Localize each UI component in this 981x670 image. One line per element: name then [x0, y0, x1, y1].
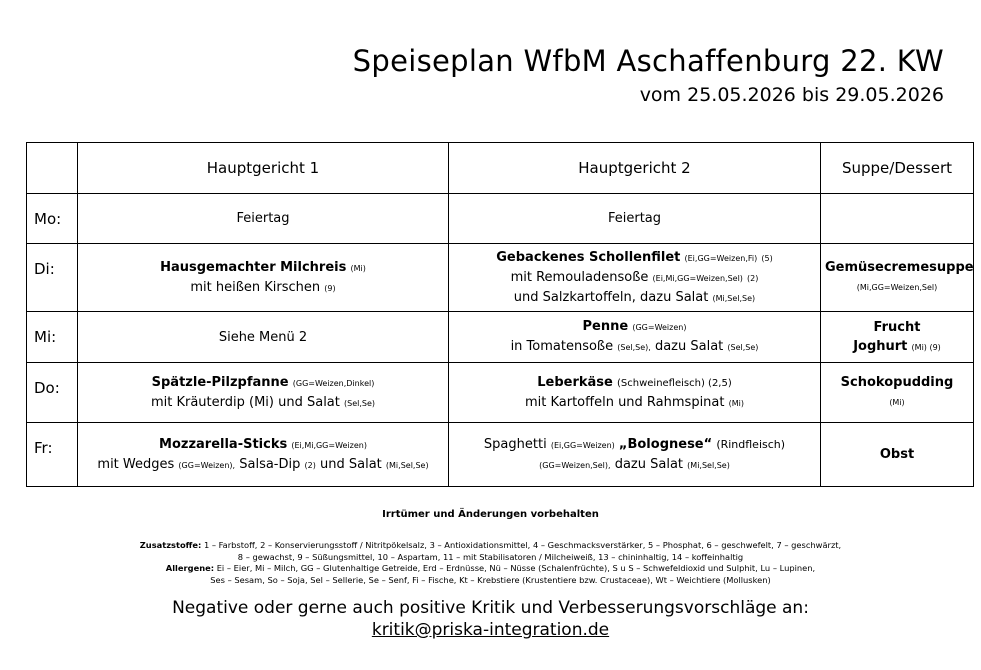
additive-codes: (5): [761, 253, 773, 263]
friday-dessert: [821, 423, 974, 487]
side-dish: mit Kartoffeln und Rahmspinat: [524, 394, 725, 410]
side-dish: mit heißen Kirschen: [190, 279, 321, 295]
day-label: Mo:: [27, 194, 78, 244]
dish-name: Leberkäse: [537, 374, 613, 390]
side-dish: mit Remouladensoße: [510, 269, 649, 285]
monday-main-2: [449, 194, 821, 244]
allergen-codes: (Mi) (9): [911, 342, 941, 352]
dessert-name: Joghurt: [853, 338, 908, 354]
row-wednesday: [27, 312, 974, 363]
date-range: vom 25.05.2026 bis 29.05.2026: [639, 84, 944, 106]
thursday-dessert: [821, 363, 974, 423]
allergen-codes: (Mi,Sel,Se): [687, 460, 730, 470]
allergen-codes: (Sel,Se): [344, 398, 376, 408]
side-dish: dazu Salat: [614, 456, 684, 472]
holiday-label: Feiertag: [607, 211, 662, 226]
allergen-codes: (Sel,Se): [727, 343, 759, 352]
disclaimer: Irrtümer und Änderungen vorbehalten: [382, 509, 599, 520]
allergens-text: Ses – Sesam, So – Soja, Sel – Sellerie, Se – Senf, Fi – Fische, Kt – Krebstiere (Krustentiere bzw. Crustaceae), Wt – Weichtiere (Mollusken): [210, 574, 771, 585]
dish-name: Spätzle-Pilzpfanne: [151, 374, 289, 390]
allergen-codes: (Mi): [350, 263, 366, 273]
allergens-label: Allergene:: [165, 563, 215, 573]
allergen-codes: (GG=Weizen,Dinkel): [292, 378, 375, 388]
thursday-main-2: [449, 363, 821, 423]
allergen-codes: (GG=Weizen),: [178, 460, 236, 470]
additive-codes: (2): [747, 273, 759, 283]
allergen-codes: (Ei,GG=Weizen): [550, 440, 615, 450]
additives-text: 8 – gewachst, 9 – Süßungsmittel, 10 – Aspartam, 11 – mit Stabilisatoren / Milcheiweiß, 13 – chininhaltig, 14 – koffeinhaltig: [237, 551, 744, 562]
wednesday-dessert: [821, 312, 974, 363]
additives-label: Zusatzstoffe:: [139, 540, 202, 550]
day-label: Mi:: [27, 312, 78, 363]
feedback-text: Negative oder gerne auch positive Kritik und Verbesserungsvorschläge an:: [172, 598, 809, 618]
dish-name: Hausgemachter Milchreis: [160, 259, 347, 275]
dish-name: Penne: [582, 319, 629, 334]
meat-note: (Rindfleisch): [716, 437, 786, 451]
menu-table: [26, 142, 974, 487]
side-dish: und Salzkartoffeln, dazu Salat: [513, 289, 709, 305]
wednesday-main-2: [449, 312, 821, 363]
allergen-codes: (Sel,Se),: [617, 343, 651, 352]
allergen-codes: (GG=Weizen): [632, 323, 687, 332]
row-friday: [27, 423, 974, 487]
dessert-name: Frucht: [873, 319, 921, 335]
holiday-label: Feiertag: [236, 211, 290, 226]
dish-name: Spaghetti: [483, 436, 547, 452]
allergens-text: Ei – Eier, Mi – Milch, GG – Glutenhaltige Getreide, Erd – Erdnüsse, Nü – Nüsse (Schalenfrüchte), S u S – Schwefeldioxid und Sulphit, Lu – Lupinen,: [216, 563, 816, 573]
allergen-codes: (Mi): [889, 398, 905, 407]
tuesday-dessert: [821, 244, 974, 312]
dessert-name: Obst: [879, 447, 915, 462]
allergen-codes: (Ei,Mi,GG=Weizen,Sel): [652, 273, 743, 283]
column-header-main-1: Hauptgericht 1: [78, 143, 449, 194]
day-label: Do:: [27, 363, 78, 423]
allergen-codes: (Mi,GG=Weizen,Sel): [856, 283, 938, 292]
column-header-soup-dessert: Suppe/Dessert: [821, 143, 974, 194]
tuesday-main-2: [449, 244, 821, 312]
corner-cell: [27, 143, 78, 194]
day-label: Fr:: [27, 423, 78, 487]
monday-main-1: [78, 194, 449, 244]
side-dish: und Salat: [320, 456, 382, 472]
friday-main-1: [78, 423, 449, 487]
allergen-codes: (GG=Weizen,Sel),: [539, 460, 611, 470]
tuesday-main-1: [78, 244, 449, 312]
row-tuesday: [27, 244, 974, 312]
allergen-codes: (Ei,Mi,GG=Weizen): [291, 440, 367, 450]
header-row: [27, 143, 974, 194]
side-dish: Salsa-Dip: [239, 456, 301, 472]
row-monday: [27, 194, 974, 244]
feedback-email-link[interactable]: kritik@priska-integration.de: [371, 620, 610, 640]
wednesday-main-1: [78, 312, 449, 363]
allergen-codes: (Mi): [728, 398, 745, 408]
side-dish: dazu Salat: [654, 339, 724, 354]
day-label: Di:: [27, 244, 78, 312]
meat-note: (Schweinefleisch) (2,5): [617, 377, 732, 389]
allergen-codes: (Mi,Sel,Se): [712, 293, 756, 303]
side-dish: mit Kräuterdip (Mi) und Salat: [150, 394, 340, 410]
friday-main-2: [449, 423, 821, 487]
feedback-section: [0, 597, 981, 641]
dish-name: Gebackenes Schollenfilet: [496, 249, 681, 265]
monday-dessert: [821, 194, 974, 244]
column-header-main-2: Hauptgericht 2: [449, 143, 821, 194]
additive-codes: (9): [324, 283, 336, 293]
additives-text: 1 – Farbstoff, 2 – Konservierungsstoff / Nitritpökelsalz, 3 – Antioxidationsmittel, 4 – Geschmacksverstärker, 5 – Phosphat, 6 – geschwefelt, 7 – geschwärzt,: [203, 540, 842, 550]
allergen-codes: (Mi,Sel,Se): [385, 460, 429, 470]
side-dish: mit Wedges: [97, 456, 175, 472]
see-menu-2: Siehe Menü 2: [218, 329, 308, 345]
thursday-main-1: [78, 363, 449, 423]
dish-name-sauce: „Bolognese“: [618, 436, 713, 452]
dessert-name: Schokopudding: [840, 375, 954, 390]
row-thursday: [27, 363, 974, 423]
page-title: Speiseplan WfbM Aschaffenburg 22. KW: [352, 44, 944, 78]
legend: [0, 540, 981, 586]
allergen-codes: (Ei,GG=Weizen,Fi): [684, 253, 758, 263]
dish-name: Mozzarella-Sticks: [159, 436, 288, 452]
additive-codes: (2): [304, 460, 316, 470]
dessert-name: Gemüsecremesuppe: [825, 260, 974, 275]
side-dish: in Tomatensoße: [510, 339, 614, 354]
